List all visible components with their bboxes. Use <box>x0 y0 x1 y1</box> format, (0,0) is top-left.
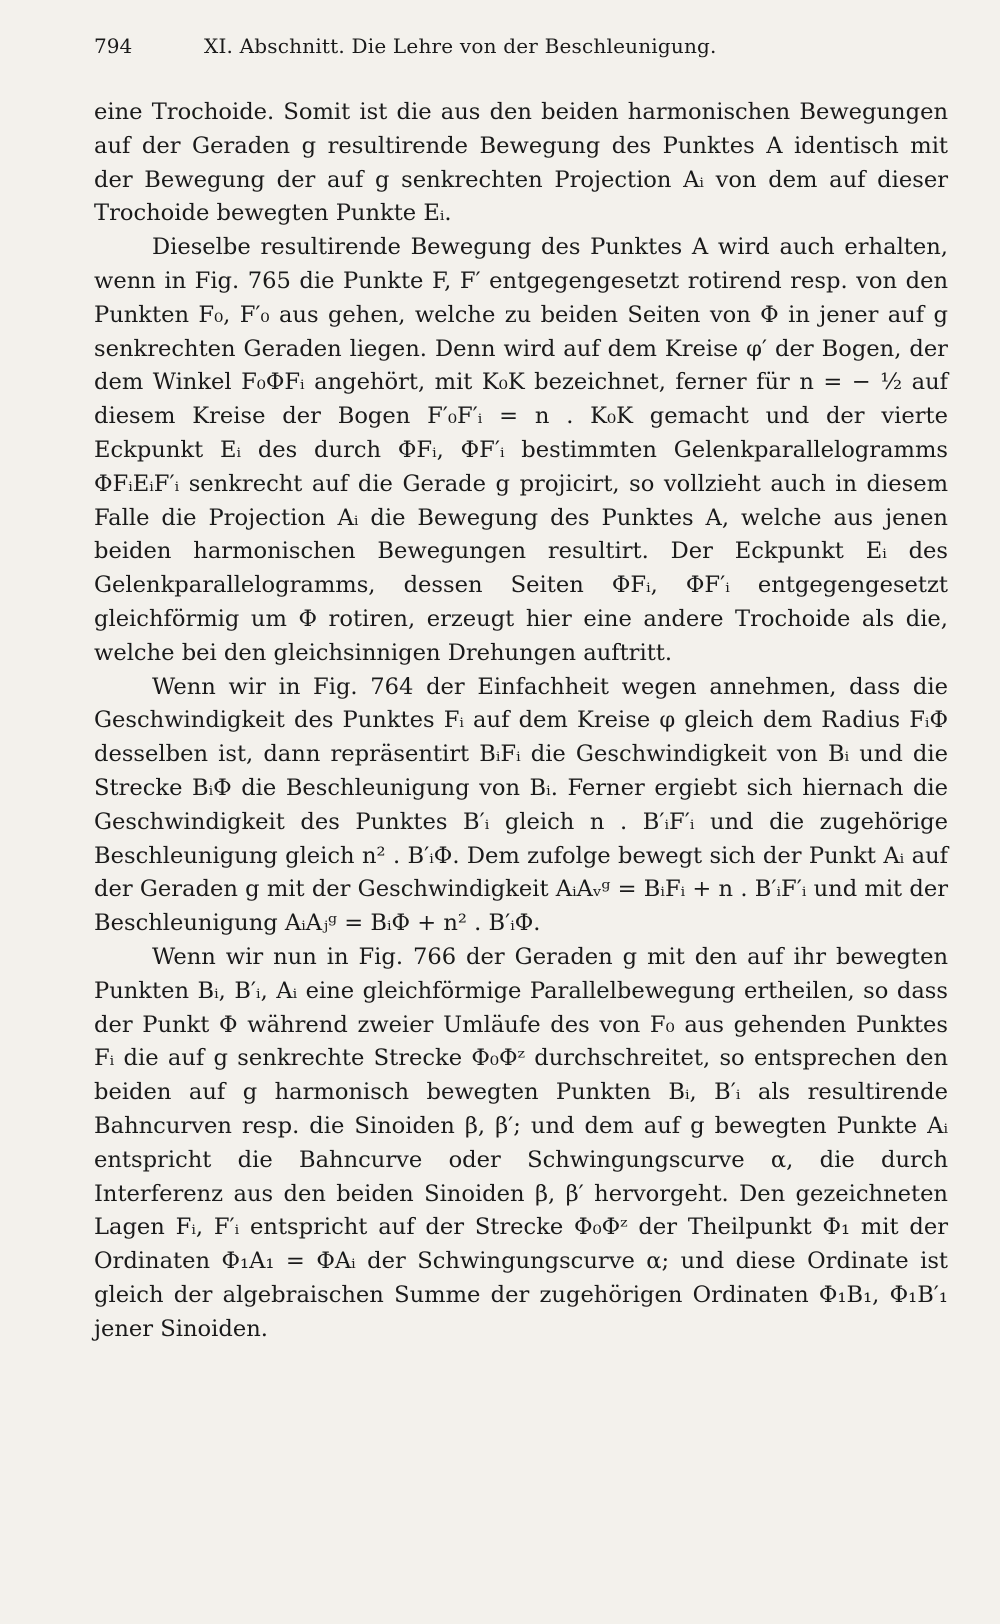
page-body <box>94 96 948 1346</box>
page-number: 794 <box>94 34 133 58</box>
paragraph: eine Trochoide. Somit ist die aus den beiden harmonischen Bewegungen auf der Geraden g resultirende Bewegung des Punktes A identisch mit der Bewegung der auf g senkrechten Projection Aᵢ von dem auf dieser Trochoide bewegten Punkte Eᵢ. <box>94 99 948 227</box>
running-title: XI. Abschnitt. Die Lehre von der Beschleunigung. <box>204 34 717 58</box>
paragraph: Dieselbe resultirende Bewegung des Punktes A wird auch erhalten, wenn in Fig. 765 die Punkte F, F′ entgegengesetzt rotirend resp. von den Punkten F₀, F′₀ aus gehen, welche zu beiden Seiten von Φ in jener auf g senkrechten Geraden liegen. Denn wird auf dem Kreise φ′ der Bogen, der dem Winkel F₀ΦFᵢ angehört, mit K₀K bezeichnet, ferner für n = − ½ auf diesem Kreise der Bogen F′₀F′ᵢ = n . K₀K gemacht und der vierte Eckpunkt Eᵢ des durch ΦFᵢ, ΦF′ᵢ bestimmten Gelenkparallelogramms ΦFᵢEᵢF′ᵢ senkrecht auf die Gerade g projicirt, so vollzieht auch in diesem Falle die Projection Aᵢ die Bewegung des Punktes A, welche aus jenen beiden harmonischen Bewegungen resultirt. Der Eckpunkt Eᵢ des Gelenkparallelogramms, dessen Seiten ΦFᵢ, ΦF′ᵢ entgegengesetzt gleichförmig um Φ rotiren, erzeugt hier eine andere Trochoide als die, welche bei den gleichsinnigen Drehungen auftritt. <box>94 234 948 666</box>
paragraph: Wenn wir in Fig. 764 der Einfachheit wegen annehmen, dass die Geschwindigkeit des Punktes Fᵢ auf dem Kreise φ gleich dem Radius FᵢΦ desselben ist, dann repräsentirt BᵢFᵢ die Geschwindigkeit von Bᵢ und die Strecke BᵢΦ die Beschleunigung von Bᵢ. Ferner ergiebt sich hiernach die Geschwindigkeit des Punktes B′ᵢ gleich n . B′ᵢF′ᵢ und die zugehörige Beschleunigung gleich n² . B′ᵢΦ. Dem zufolge bewegt sich der Punkt Aᵢ auf der Geraden g mit der Geschwindigkeit AᵢAᵥᵍ = BᵢFᵢ + n . B′ᵢF′ᵢ und mit der Beschleunigung AᵢAⱼᵍ = BᵢΦ + n² . B′ᵢΦ. <box>94 673 948 937</box>
page-header <box>94 34 948 68</box>
paragraph: Wenn wir nun in Fig. 766 der Geraden g mit den auf ihr bewegten Punkten Bᵢ, B′ᵢ, Aᵢ eine gleichförmige Parallelbewegung ertheilen, so dass der Punkt Φ während zweier Umläufe des von F₀ aus gehenden Punktes Fᵢ die auf g senkrechte Strecke Φ₀Φᶻ durchschreitet, so entsprechen den beiden auf g harmonisch bewegten Punkten Bᵢ, B′ᵢ als resultirende Bahncurven resp. die Sinoiden β, β′; und dem auf g bewegten Punkte Aᵢ entspricht die Bahncurve oder Schwingungscurve α, die durch Interferenz aus den beiden Sinoiden β, β′ hervorgeht. Den gezeichneten Lagen Fᵢ, F′ᵢ entspricht auf der Strecke Φ₀Φᶻ der Theilpunkt Φ₁ mit der Ordinaten Φ₁A₁ = ΦAᵢ der Schwingungscurve α; und diese Ordinate ist gleich der algebraischen Summe der zugehörigen Ordinaten Φ₁B₁, Φ₁B′₁ jener Sinoiden. <box>94 943 948 1342</box>
